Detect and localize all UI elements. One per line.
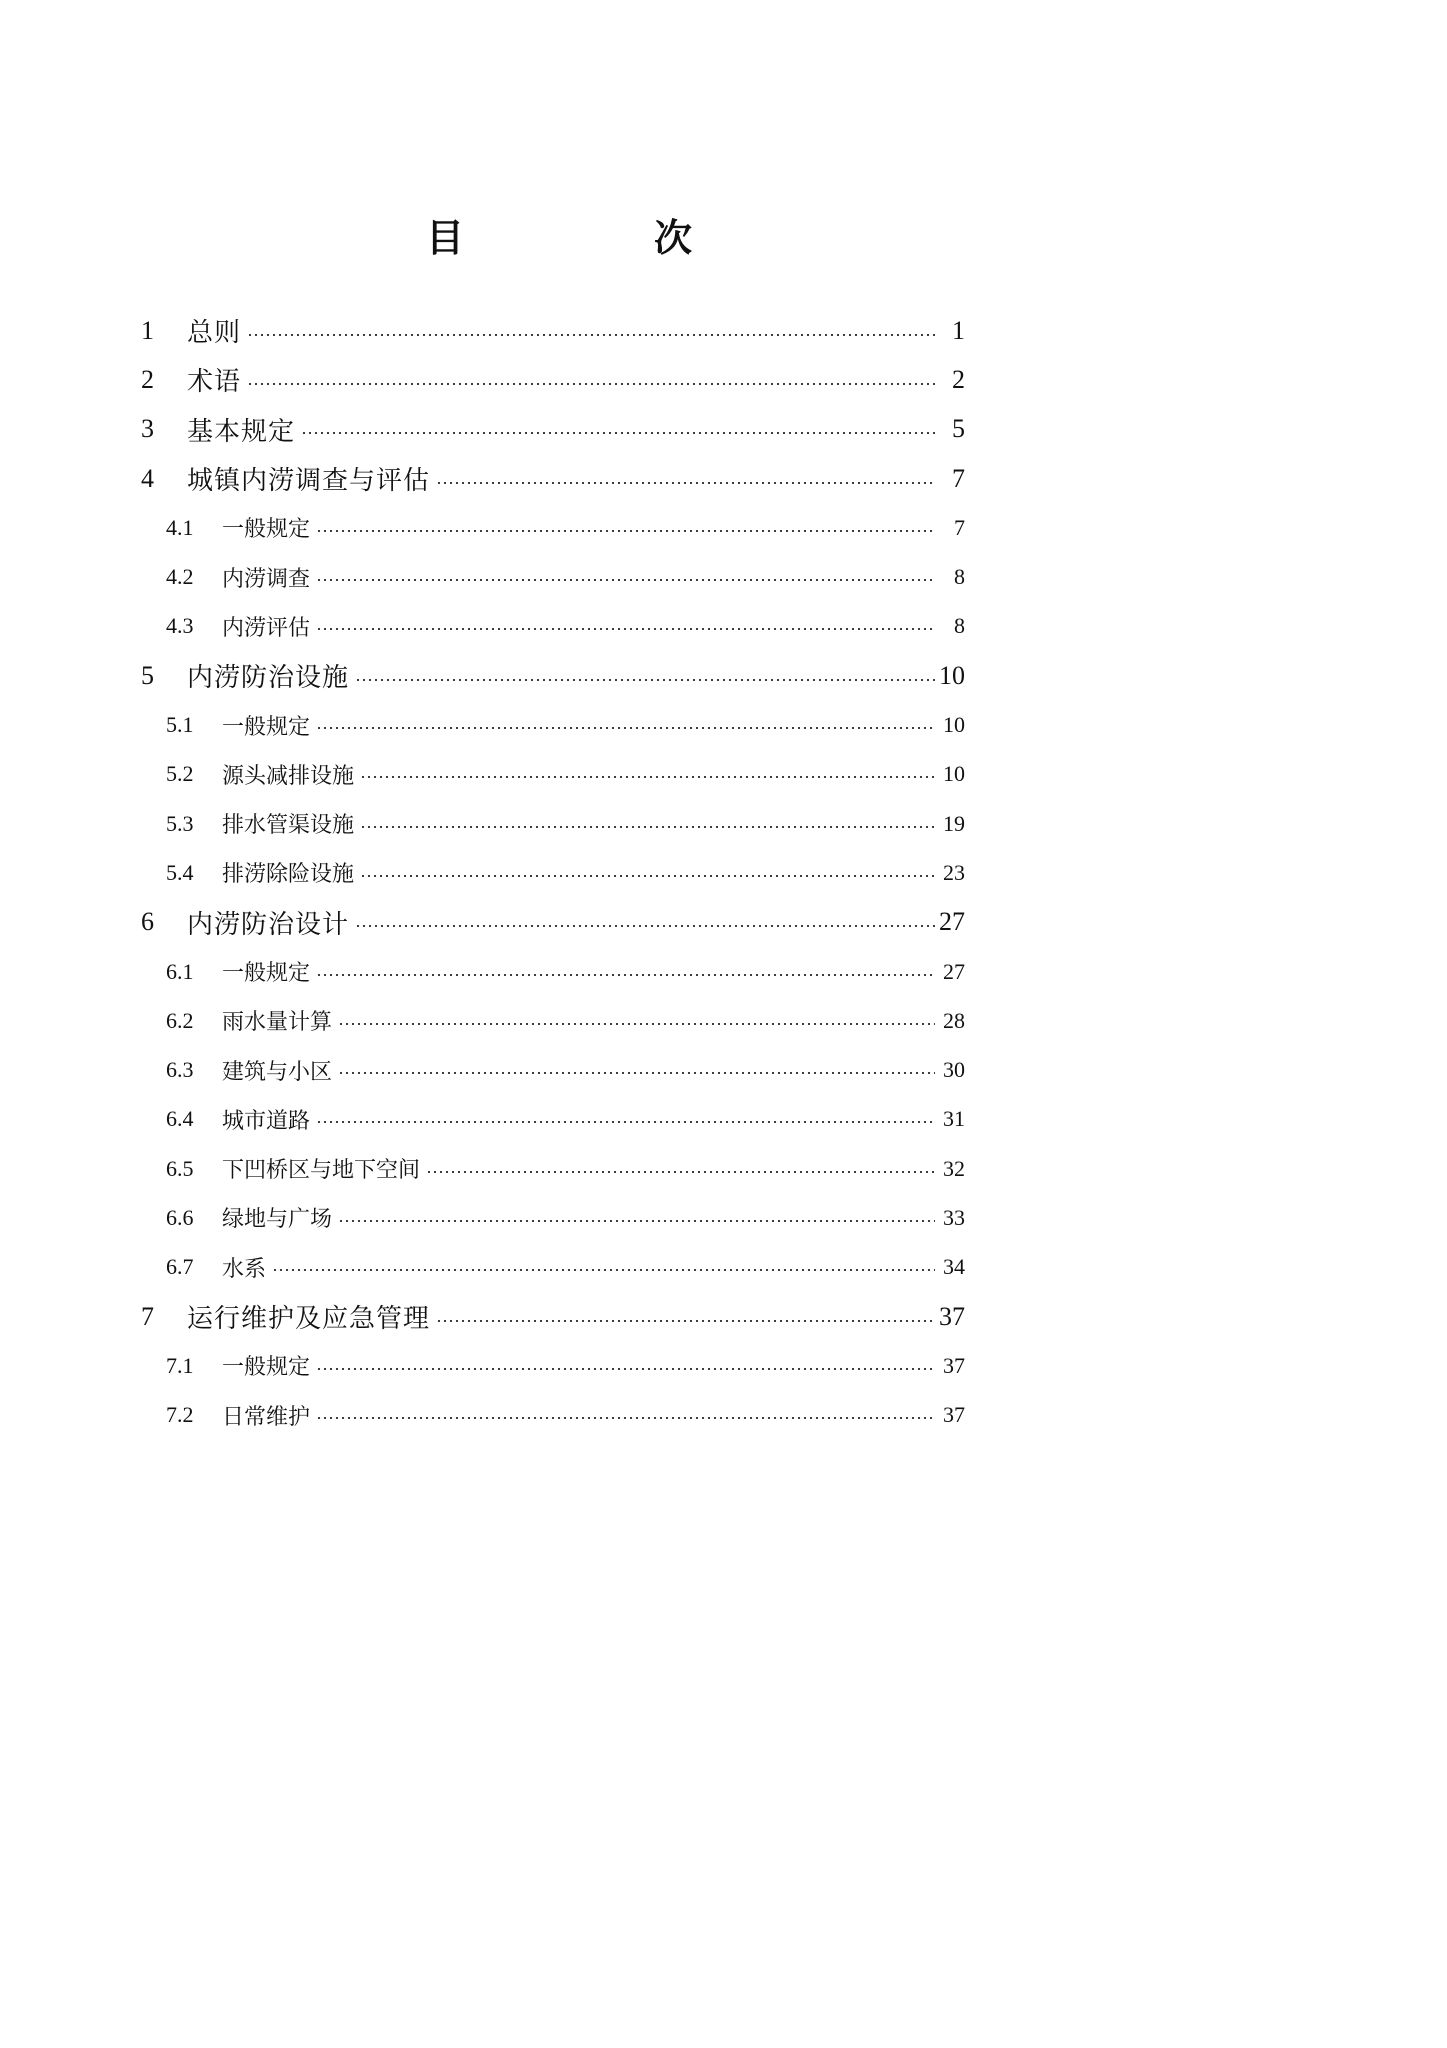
toc-entry-number: 6.7 <box>166 1254 194 1280</box>
toc-chapter-entry[interactable] <box>0 1292 1118 1341</box>
toc-entry-title: 建筑与小区 <box>222 1059 333 1085</box>
toc-entry-number: 4.3 <box>166 613 194 639</box>
dot-leader <box>355 679 935 681</box>
toc-entry-title: 排涝除险设施 <box>222 862 355 888</box>
toc-entry-number: 5.4 <box>166 859 194 885</box>
toc-chapter-entry[interactable] <box>0 306 1118 355</box>
toc-entry-title: 下凹桥区与地下空间 <box>222 1158 421 1184</box>
dot-leader <box>316 1368 935 1370</box>
toc-page-number: 37 <box>943 1352 965 1378</box>
toc-page-number: 8 <box>954 613 965 639</box>
toc-entry-number: 5.2 <box>166 761 194 787</box>
toc-page-number: 27 <box>939 907 965 937</box>
toc-section-entry[interactable] <box>0 1045 1118 1094</box>
toc-entry-number: 7.1 <box>166 1352 194 1378</box>
dot-leader <box>436 482 935 484</box>
dot-leader <box>316 974 935 976</box>
dot-leader <box>436 1320 935 1322</box>
toc-section-entry[interactable] <box>0 1095 1118 1144</box>
dot-leader <box>360 826 935 828</box>
dot-leader <box>247 383 935 385</box>
toc-page-number: 10 <box>943 761 965 787</box>
toc-entry-number: 7.2 <box>166 1402 194 1428</box>
dot-leader <box>426 1171 935 1173</box>
toc-section-entry[interactable] <box>0 700 1118 749</box>
toc-entry-title: 一般规定 <box>222 517 311 543</box>
toc-entry-title: 绿地与广场 <box>222 1207 333 1233</box>
toc-page-number: 31 <box>943 1106 965 1132</box>
dot-leader <box>360 875 935 877</box>
toc-page-number: 27 <box>943 958 965 984</box>
toc-section-entry[interactable] <box>0 947 1118 996</box>
dot-leader <box>360 776 935 778</box>
toc-section-entry[interactable] <box>0 1391 1118 1440</box>
toc-chapter-entry[interactable] <box>0 454 1118 503</box>
toc-entry-number: 6.5 <box>166 1155 194 1181</box>
toc-chapter-entry[interactable] <box>0 651 1118 700</box>
toc-section-entry[interactable] <box>0 1243 1118 1292</box>
toc-page-number: 10 <box>943 712 965 738</box>
toc-entry-title: 总则 <box>187 318 242 349</box>
dot-leader <box>272 1269 935 1271</box>
toc-entry-title: 排水管渠设施 <box>222 813 355 839</box>
toc-chapter-entry[interactable] <box>0 355 1118 404</box>
table-of-contents <box>0 306 1118 1440</box>
toc-chapter-entry[interactable] <box>0 405 1118 454</box>
toc-entry-title: 一般规定 <box>222 1355 311 1381</box>
toc-section-entry[interactable] <box>0 1144 1118 1193</box>
toc-entry-title: 日常维护 <box>222 1404 311 1430</box>
toc-section-entry[interactable] <box>0 799 1118 848</box>
toc-page-number: 2 <box>952 364 965 394</box>
dot-leader <box>301 432 935 434</box>
toc-page-number: 19 <box>943 810 965 836</box>
toc-page-number: 30 <box>943 1057 965 1083</box>
dot-leader <box>338 1220 935 1222</box>
toc-entry-title: 水系 <box>222 1256 267 1282</box>
toc-entry-number: 5.3 <box>166 810 194 836</box>
toc-page-number: 33 <box>943 1204 965 1230</box>
toc-entry-number: 6.3 <box>166 1057 194 1083</box>
toc-entry-title: 一般规定 <box>222 714 311 740</box>
toc-page-number: 28 <box>943 1007 965 1033</box>
page-title: 目 次 <box>425 216 768 260</box>
dot-leader <box>338 1072 935 1074</box>
toc-entry-title: 内涝防治设计 <box>187 909 350 940</box>
toc-page-number: 23 <box>943 859 965 885</box>
toc-entry-number: 4.1 <box>166 514 194 540</box>
dot-leader <box>338 1023 935 1025</box>
toc-entry-number: 1 <box>141 315 154 345</box>
toc-entry-title: 术语 <box>187 367 242 398</box>
toc-entry-title: 城市道路 <box>222 1108 311 1134</box>
toc-entry-number: 7 <box>141 1301 154 1331</box>
toc-page-number: 10 <box>939 660 965 690</box>
toc-entry-title: 内涝调查 <box>222 566 311 592</box>
toc-entry-number: 6.1 <box>166 958 194 984</box>
toc-page-number: 5 <box>952 414 965 444</box>
toc-entry-number: 6.6 <box>166 1204 194 1230</box>
toc-section-entry[interactable] <box>0 1341 1118 1390</box>
toc-entry-title: 城镇内涝调查与评估 <box>187 466 431 497</box>
toc-entry-title: 雨水量计算 <box>222 1010 333 1036</box>
toc-page-number: 1 <box>952 315 965 345</box>
toc-page-number: 37 <box>943 1402 965 1428</box>
toc-entry-number: 2 <box>141 364 154 394</box>
toc-entry-number: 6.2 <box>166 1007 194 1033</box>
toc-entry-number: 5.1 <box>166 712 194 738</box>
dot-leader <box>355 925 935 927</box>
dot-leader <box>247 334 935 336</box>
toc-page-number: 7 <box>952 463 965 493</box>
toc-entry-number: 4 <box>141 463 154 493</box>
toc-section-entry[interactable] <box>0 552 1118 601</box>
toc-section-entry[interactable] <box>0 1193 1118 1242</box>
dot-leader <box>316 628 935 630</box>
toc-section-entry[interactable] <box>0 503 1118 552</box>
toc-page-number: 34 <box>943 1254 965 1280</box>
toc-entry-number: 4.2 <box>166 564 194 590</box>
toc-section-entry[interactable] <box>0 750 1118 799</box>
toc-section-entry[interactable] <box>0 996 1118 1045</box>
dot-leader <box>316 727 935 729</box>
toc-page-number: 7 <box>954 514 965 540</box>
dot-leader <box>316 1417 935 1419</box>
toc-entry-number: 6.4 <box>166 1106 194 1132</box>
toc-entry-number: 3 <box>141 414 154 444</box>
toc-entry-title: 一般规定 <box>222 961 311 986</box>
toc-entry-number: 5 <box>141 660 154 690</box>
toc-page-number: 37 <box>939 1301 965 1331</box>
toc-page-number: 32 <box>943 1155 965 1181</box>
toc-entry-title: 源头减排设施 <box>222 763 355 789</box>
dot-leader <box>316 1121 935 1123</box>
toc-page-number: 8 <box>954 564 965 590</box>
toc-section-entry[interactable] <box>0 848 1118 897</box>
dot-leader <box>316 530 935 532</box>
toc-entry-title: 内涝评估 <box>222 615 311 641</box>
toc-entry-number: 6 <box>141 907 154 937</box>
toc-chapter-entry[interactable] <box>0 898 1118 947</box>
toc-entry-title: 内涝防治设施 <box>187 663 350 694</box>
toc-section-entry[interactable] <box>0 602 1118 651</box>
toc-entry-title: 基本规定 <box>187 416 296 447</box>
dot-leader <box>316 579 935 581</box>
toc-entry-title: 运行维护及应急管理 <box>187 1304 431 1335</box>
